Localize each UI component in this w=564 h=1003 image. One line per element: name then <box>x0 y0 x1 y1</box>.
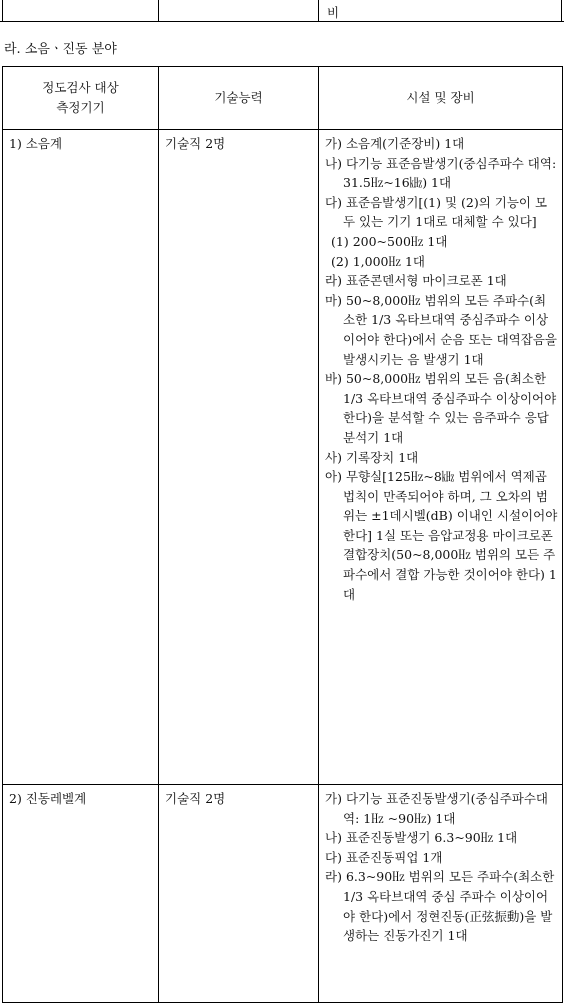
facility-item-label: 나) <box>325 830 342 846</box>
facility-item-text: 다기능 표준음발생기(중심주파수 대역: 31.5㎐~16㎑) 1대 <box>343 155 557 191</box>
facility-item <box>325 271 558 291</box>
facility-item-text: 다기능 표준진동발생기(중심주파수대역: 1㎐ ~90㎐) 1대 <box>343 791 548 826</box>
device-cell: 1) 소음계 <box>3 130 159 785</box>
device-cell: 2) 진동레벨계 <box>3 785 159 1003</box>
facility-item <box>325 232 558 252</box>
equipment-table <box>2 66 563 1003</box>
facilities-list <box>319 130 562 608</box>
facility-item-label: 사) <box>325 449 342 465</box>
facility-item <box>325 848 558 868</box>
facility-item-label: 가) <box>325 791 342 806</box>
facility-item-label: 다) <box>325 194 342 210</box>
facility-item <box>325 369 558 447</box>
facility-item <box>325 134 558 154</box>
facility-item <box>325 291 558 369</box>
facility-item-text: 200~500㎐ 1대 <box>352 233 448 249</box>
table-border <box>318 0 319 22</box>
facility-item-label: 마) <box>325 292 342 308</box>
section-title: 라. 소음ㆍ진동 분야 <box>4 42 117 57</box>
staff-cell: 기술직 2명 <box>159 785 319 1003</box>
previous-table-fragment <box>0 0 564 22</box>
facility-item <box>325 252 558 272</box>
facility-item-text: 50~8,000㎐ 범위의 모든 주파수(최소한 1/3 옥타브대역 중심주파수 이상이어야 한다)에서 순음 또는 대역잡음을 발생시키는 음 발생기 1대 <box>343 292 557 367</box>
facility-item-text: 무향실[125㎐~8㎑ 범위에서 역제곱법칙이 만족되어야 하며, 그 오차의 범위는 ±1데시벨(dB) 이내인 시설이어야 한다] 1실 또는 음압교정용 마이크로폰 결합장치(50~8,000㎐ 범위의 모든 주파수에서 결합 가능한 것이어야 한다) 1대 <box>343 469 558 602</box>
fragment-text: 비 <box>327 5 340 20</box>
facilities-cell <box>319 785 563 1003</box>
facility-item <box>325 448 558 468</box>
table-border <box>561 0 562 22</box>
facility-item-label: 다) <box>325 849 342 865</box>
facility-item-label: 나) <box>325 155 342 171</box>
table-border <box>158 0 159 22</box>
facility-item <box>325 828 558 848</box>
facility-item-label: 라) <box>325 869 342 885</box>
table-row <box>3 130 563 785</box>
facility-item <box>325 789 558 828</box>
facility-item-label: 바) <box>325 371 342 387</box>
header-device: 정도검사 대상 측정기기 <box>3 67 159 130</box>
facility-item-text: 표준진동픽업 1개 <box>345 849 443 865</box>
table-border <box>0 21 564 22</box>
facility-item-label: 라) <box>325 273 342 289</box>
header-staff: 기술능력 <box>159 67 319 130</box>
facility-item-text: 기록장치 1대 <box>345 449 419 465</box>
facility-item <box>325 154 558 193</box>
facility-item-text: 표준음발생기[(1) 및 (2)의 기능이 모두 있는 기기 1대로 대체할 수 있다] <box>343 194 548 230</box>
facility-item <box>325 467 558 604</box>
facility-item-label: 아) <box>325 469 342 485</box>
facility-item-label: 가) <box>325 136 342 151</box>
facility-item-text: 표준콘덴서형 마이크로폰 1대 <box>345 273 507 289</box>
table-row <box>3 785 563 1003</box>
facility-item <box>325 867 558 945</box>
facility-item-text: 6.3~90㎐ 범위의 모든 주파수(최소한 1/3 옥타브대역 중심 주파수 이상이어야 한다)에서 정현진동(正弦振動)을 발생하는 진동가진기 1대 <box>343 869 555 944</box>
facilities-cell <box>319 130 563 785</box>
facility-item-label: (1) <box>331 233 349 249</box>
facility-item-text: 표준진동발생기 6.3~90㎐ 1대 <box>345 830 518 846</box>
facility-item-text: 50~8,000㎐ 범위의 모든 음(최소한 1/3 옥타브대역 중심주파수 이상이어야 한다)을 분석할 수 있는 음주파수 응답분석기 1대 <box>343 371 557 445</box>
facility-item-label: (2) <box>331 253 349 269</box>
facility-item-text: 1,000㎐ 1대 <box>352 253 425 269</box>
header-facilities: 시설 및 장비 <box>319 67 563 130</box>
table-header-row <box>3 67 563 130</box>
facility-item-text: 소음계(기준장비) 1대 <box>345 136 465 151</box>
facilities-list <box>319 785 562 950</box>
table-border <box>2 0 3 22</box>
staff-cell: 기술직 2명 <box>159 130 319 785</box>
facility-item <box>325 193 558 232</box>
